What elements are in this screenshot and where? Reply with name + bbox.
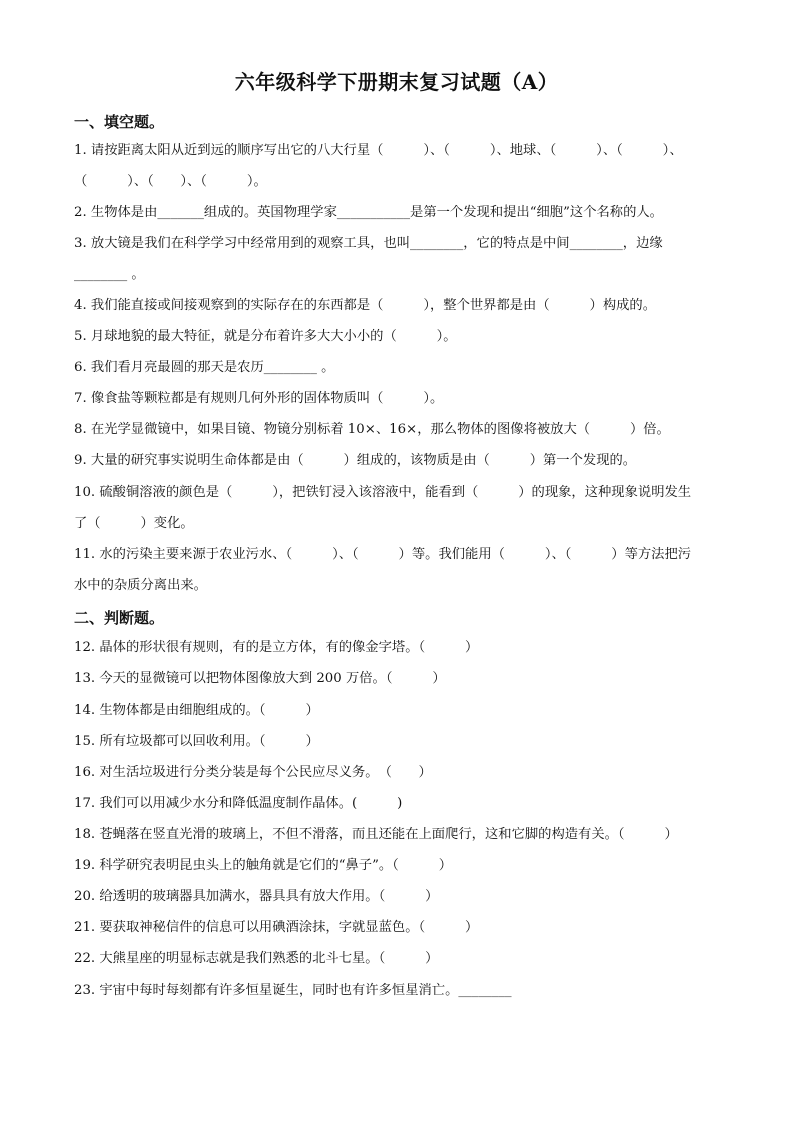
question-10-line-2: 了（ ）变化。: [74, 516, 194, 531]
question-12: 12. 晶体的形状很有规则，有的是立方体，有的像金字塔。（ ）: [74, 640, 479, 655]
question-1-line-2: （ ）、（ ）、（ ）。: [74, 174, 267, 189]
question-11-line-1: 11. 水的污染主要来源于农业污水、（ ）、（ ）等。我们能用（ ）、（ ）等方法把污: [74, 547, 692, 562]
question-20: 20. 给透明的玻璃器具加满水，器具具有放大作用。（ ）: [74, 889, 439, 904]
question-22: 22. 大熊星座的明显标志就是我们熟悉的北斗七星。（ ）: [74, 951, 439, 966]
question-11-line-2: 水中的杂质分离出来。: [74, 578, 207, 593]
question-18: 18. 苍蝇落在竖直光滑的玻璃上，不但不滑落，而且还能在上面爬行，这和它脚的构造有关。（ ）: [74, 827, 678, 842]
question-3-line-2: ________ 。: [74, 267, 145, 282]
question-8: 8. 在光学显微镜中，如果目镜、物镜分别标着 10×、16×，那么物体的图像将被放大（ ）倍。: [74, 422, 670, 437]
question-19: 19. 科学研究表明昆虫头上的触角就是它们的“鼻子”。（ ）: [74, 858, 453, 873]
question-15: 15. 所有垃圾都可以回收利用。（ ）: [74, 734, 319, 749]
question-3-line-1: 3. 放大镜是我们在科学学习中经常用到的观察工具，也叫________，它的特点是中间________，边缘: [74, 236, 663, 251]
question-17: 17. 我们可以用减少水分和降低温度制作晶体。( ): [74, 796, 403, 811]
question-4: 4. 我们能直接或间接观察到的实际存在的东西都是（ ），整个世界都是由（ ）构成的。: [74, 298, 657, 313]
question-16: 16. 对生活垃圾进行分类分装是每个公民应尽义务。 （ ）: [74, 765, 432, 780]
question-10-line-1: 10. 硫酸铜溶液的颜色是（ ），把铁钉浸入该溶液中，能看到（ ）的现象，这种现象说明发生: [74, 485, 692, 500]
page-title: 六年级科学下册期末复习试题（A）: [234, 70, 559, 94]
question-9: 9. 大量的研究事实说明生命体都是由（ ）组成的，该物质是由（ ）第一个发现的。: [74, 453, 637, 468]
question-7: 7. 像食盐等颗粒都是有规则几何外形的固体物质叫（ ）。: [74, 391, 444, 406]
question-2: 2. 生物体是由_______组成的。英国物理学家___________是第一个发现和提出“细胞”这个名称的人。: [74, 205, 663, 220]
question-5: 5. 月球地貌的最大特征，就是分布着许多大大小小的（ ）。: [74, 329, 457, 344]
question-23: 23. 宇宙中每时每刻都有许多恒星诞生，同时也有许多恒星消亡。________: [74, 983, 512, 998]
question-6: 6. 我们看月亮最圆的那天是农历________ 。: [74, 360, 335, 375]
question-14: 14. 生物体都是由细胞组成的。（ ）: [74, 703, 319, 718]
question-21: 21. 要获取神秘信件的信息可以用碘酒涂抹，字就显蓝色。（ ）: [74, 920, 479, 935]
question-1-line-1: 1. 请按距离太阳从近到远的顺序写出它的八大行星（ ）、（ ）、地球、（ ）、（ ）、: [74, 143, 683, 158]
section-heading-true-false: 二、判断题。: [74, 609, 165, 627]
question-13: 13. 今天的显微镜可以把物体图像放大到 200 万倍。（ ）: [74, 671, 446, 686]
section-heading-fill-blank: 一、填空题。: [74, 113, 165, 131]
